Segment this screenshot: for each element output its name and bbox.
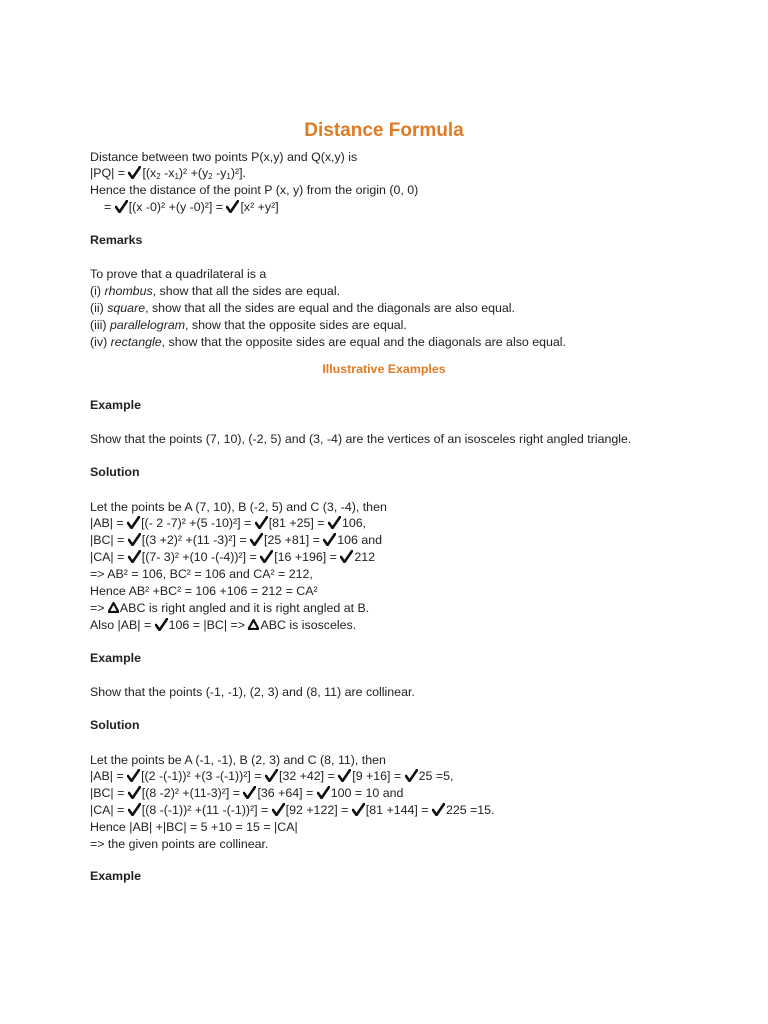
example-2-line-5: Hence |AB| +|BC| = 5 +10 = 15 = |CA| — [90, 820, 298, 834]
square-root-icon — [352, 803, 365, 816]
remarks-item-rhombus: (i) rhombus, show that all the sides are equal. — [90, 284, 341, 298]
example-1-problem: Show that the points (7, 10), (-2, 5) and (3, -4) are the vertices of an isosceles right angled triangle. — [90, 432, 632, 446]
square-root-icon — [127, 769, 140, 782]
origin-formula: = [(x -0)² +(y -0)²] = [x² +y²] — [104, 200, 279, 214]
remarks-item-square: (ii) square, show that all the sides are equal and the diagonals are also equal. — [90, 301, 515, 315]
page-title: Distance Formula — [304, 120, 464, 141]
example-1-ca: |CA| = [(7- 3)² +(10 -(-4))²] = [16 +196] = 212 — [90, 550, 376, 564]
triangle-icon — [248, 619, 259, 630]
square-root-icon — [328, 516, 341, 529]
square-root-icon — [127, 516, 140, 529]
square-root-icon — [338, 769, 351, 782]
square-root-icon — [265, 769, 278, 782]
triangle-icon — [108, 602, 119, 613]
remarks-lead: To prove that a quadrilateral is a — [90, 267, 267, 281]
illustrative-examples-heading: Illustrative Examples — [322, 362, 446, 376]
example-1-line-1: Let the points be A (7, 10), B (-2, 5) and C (3, -4), then — [90, 500, 387, 514]
square-root-icon — [317, 786, 330, 799]
square-root-icon — [226, 200, 239, 213]
example-2-ca: |CA| = [(8 -(-1))² +(11 -(-1))²] = [92 +122] = [81 +144] = 225 =15. — [90, 803, 495, 817]
example-3-heading: Example — [90, 869, 141, 883]
example-2-line-6: => the given points are collinear. — [90, 837, 269, 851]
remarks-heading: Remarks — [90, 233, 143, 247]
example-1-solution-heading: Solution — [90, 465, 140, 479]
square-root-icon — [250, 533, 263, 546]
intro-line-1: Distance between two points P(x,y) and Q(x,y) is — [90, 150, 358, 164]
square-root-icon — [128, 786, 141, 799]
example-2-bc: |BC| = [(8 -2)² +(11-3)²] = [36 +64] = 100 = 10 and — [90, 786, 404, 800]
square-root-icon — [115, 200, 128, 213]
example-2-heading: Example — [90, 651, 141, 665]
square-root-icon — [255, 516, 268, 529]
remarks-item-rectangle: (iv) rectangle, show that the opposite sides are equal and the diagonals are also equal. — [90, 335, 566, 349]
example-2-solution-heading: Solution — [90, 718, 140, 732]
example-1-bc: |BC| = [(3 +2)² +(11 -3)²] = [25 +81] = 106 and — [90, 533, 383, 547]
remarks-item-parallelogram: (iii) parallelogram, show that the opposite sides are equal. — [90, 318, 407, 332]
example-1-heading: Example — [90, 398, 141, 412]
pq-formula: |PQ| = [($x_2$ $-x_1)^2 +(y_2$ $-y_1)^2$]. — [90, 166, 246, 181]
square-root-icon — [128, 166, 141, 179]
square-root-icon — [128, 533, 141, 546]
example-2-ab: |AB| = [(2 -(-1))² +(3 -(-1))²] = [32 +42] = [9 +16] = 25 =5, — [90, 769, 454, 783]
square-root-icon — [432, 803, 445, 816]
square-root-icon — [340, 550, 353, 563]
example-1-line-5: => AB² = 106, BC² = 106 and CA² = 212, — [90, 567, 313, 581]
square-root-icon — [272, 803, 285, 816]
square-root-icon — [405, 769, 418, 782]
square-root-icon — [155, 618, 168, 631]
example-2-line-1: Let the points be A (-1, -1), B (2, 3) and C (8, 11), then — [90, 753, 386, 767]
square-root-icon — [260, 550, 273, 563]
square-root-icon — [243, 786, 256, 799]
square-root-icon — [128, 550, 141, 563]
intro-line-3: Hence the distance of the point P (x, y) from the origin (0, 0) — [90, 183, 419, 197]
square-root-icon — [128, 803, 141, 816]
example-1-line-7: => ABC is right angled and it is right angled at B. — [90, 601, 370, 615]
example-1-ab: |AB| = [(- 2 -7)² +(5 -10)²] = [81 +25] = 106, — [90, 516, 367, 530]
example-1-line-8: Also |AB| = 106 = |BC| => ABC is isosceles. — [90, 618, 357, 632]
example-2-problem: Show that the points (-1, -1), (2, 3) and (8, 11) are collinear. — [90, 685, 415, 699]
example-1-line-6: Hence AB² +BC² = 106 +106 = 212 = CA² — [90, 584, 318, 598]
square-root-icon — [323, 533, 336, 546]
